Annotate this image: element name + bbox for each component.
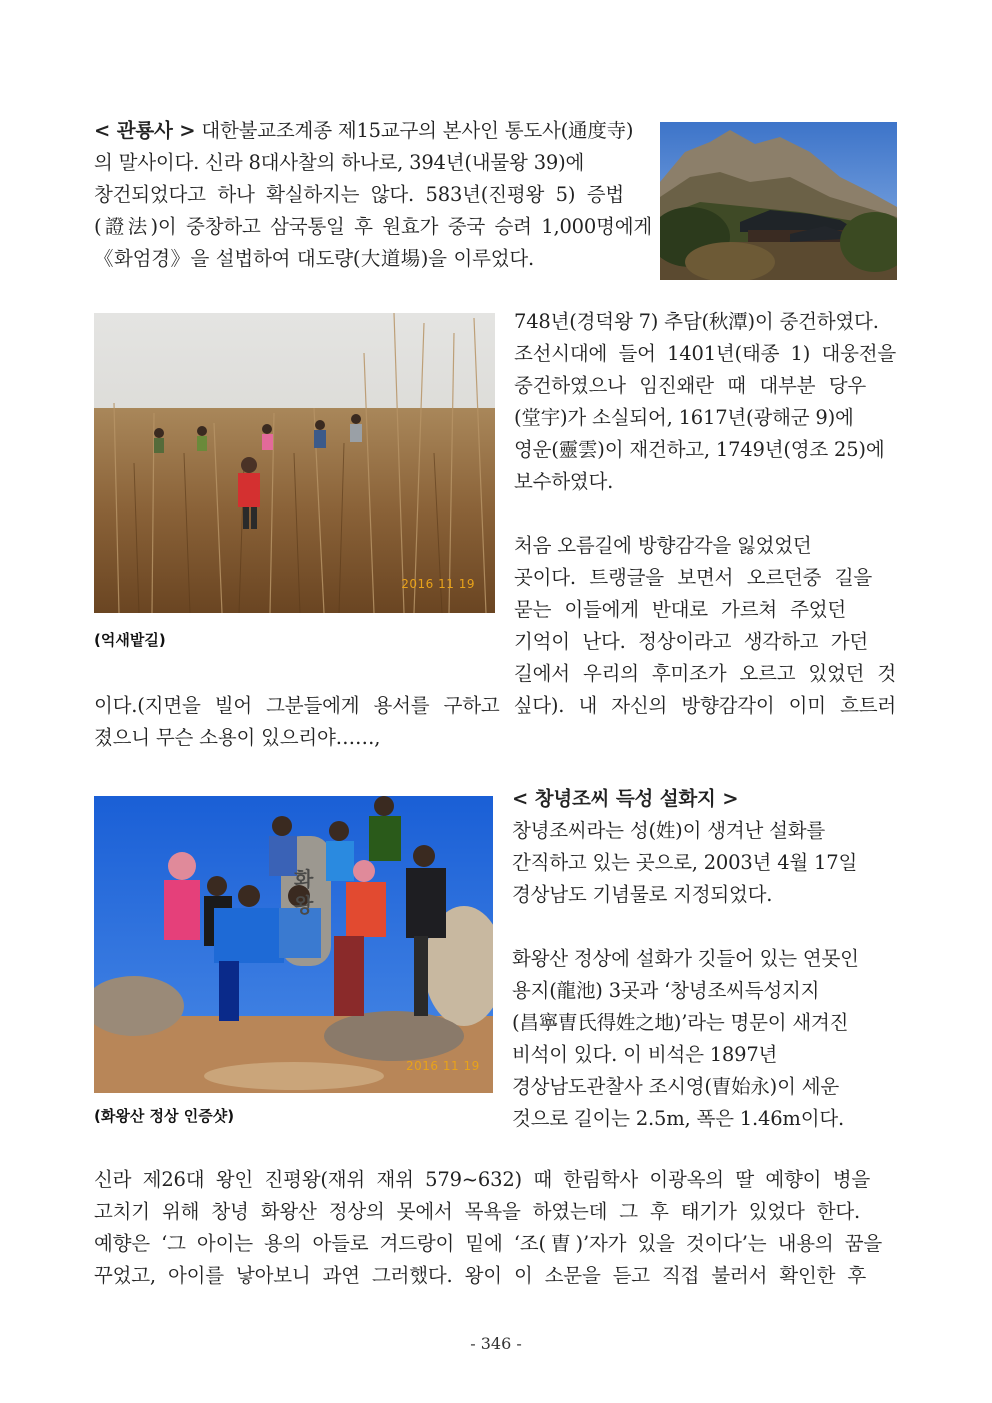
section3-para2-line: 용지(龍池) 3곳과 ‘창녕조씨득성지지 — [512, 979, 820, 1002]
section1-line: (證法)이 중창하고 삼국통일 후 원효가 중국 승려 1,000명에게 — [94, 215, 652, 238]
summit-group-photo — [94, 796, 493, 1093]
summit-photo-caption: (화왕산 정상 인증샷) — [94, 1107, 235, 1125]
section2-line: 조선시대에 들어 1401년(태종 1) 대웅전을 — [514, 342, 896, 365]
section2-line: 보수하였다. — [514, 470, 614, 493]
section3-heading: < 창녕조씨 득성 설화지 > — [512, 787, 739, 810]
section4-line: 신라 제26대 왕인 진평왕(재위 재위 579~632) 때 한림학사 이광옥의 딸 예향이 병을 — [94, 1168, 870, 1191]
section1-first-line — [94, 115, 660, 147]
section2-para2-line: 처음 오름길에 방향감각을 잃었었던 — [514, 534, 812, 557]
temple-photo — [660, 122, 897, 280]
section2-full-line: 졌으니 무슨 소용이 있으리야……, — [94, 726, 381, 749]
section2-para2-line: 길에서 우리의 후미조가 오르고 있었던 것 — [514, 662, 896, 685]
section3-line: 창녕조씨라는 성(姓)이 생겨난 설화를 — [512, 819, 826, 842]
section3-line: 경상남도 기념물로 지정되었다. — [512, 883, 773, 906]
photo-date-stamp: 2016 11 19 — [401, 577, 475, 591]
section3-line: 간직하고 있는 곳으로, 2003년 4월 17일 — [512, 851, 858, 874]
reed-field-photo — [94, 313, 495, 613]
section1-line: 창건되었다고 하나 확실하지는 않다. 583년(진평왕 5) 증법 — [94, 183, 624, 206]
section1-heading: < 관룡사 > — [94, 119, 196, 142]
reed-photo-caption: (억새밭길) — [94, 631, 166, 649]
section3-para2-line: 것으로 길이는 2.5m, 폭은 1.46m이다. — [512, 1107, 844, 1130]
section2-line: (堂宇)가 소실되어, 1617년(광해군 9)에 — [514, 406, 854, 429]
section4-line: 고치기 위해 창녕 화왕산 정상의 못에서 목욕을 하였는데 그 후 태기가 있었다 한다. — [94, 1200, 860, 1223]
section2-line: 영운(靈雲)이 재건하고, 1749년(영조 25)에 — [514, 438, 885, 461]
section4-line: 예향은 ‘그 아이는 용의 아들로 겨드랑이 밑에 ‘조(曺)’자가 있을 것이다’는 내용의 꿈을 — [94, 1232, 882, 1255]
section1-line: 의 말사이다. 신라 8대사찰의 하나로, 394년(내물왕 39)에 — [94, 151, 585, 174]
photo-date-stamp: 2016 11 19 — [406, 1059, 480, 1073]
section1-line: 《화엄경》을 설법하여 대도량(大道場)을 이루었다. — [94, 247, 534, 270]
section2-line: 748년(경덕왕 7) 추담(秋潭)이 중건하였다. — [514, 310, 879, 333]
section2-full-line: 이다.(지면을 빌어 그분들에게 용서를 구하고 싶다). 내 자신의 방향감각이 이미 흐트러 — [94, 694, 896, 717]
section3-para2-line: 비석이 있다. 이 비석은 1897년 — [512, 1043, 778, 1066]
summit-stone-inscription: 화왕 — [294, 867, 314, 917]
section2-para2-line: 곳이다. 트랭글을 보면서 오르던중 길을 — [514, 566, 872, 589]
section3-para2-line: 경상남도관찰사 조시영(曺始永)이 세운 — [512, 1075, 839, 1098]
section3-para2-line: (昌寧曺氏得姓之地)’라는 명문이 새겨진 — [512, 1011, 849, 1034]
section4-line: 꾸었고, 아이를 낳아보니 과연 그러했다. 왕이 이 소문을 듣고 직접 불러서 확인한 후 — [94, 1264, 866, 1287]
section2-para2-line: 묻는 이들에게 반대로 가르쳐 주었던 — [514, 598, 846, 621]
section1-line1: 대한불교조계종 제15교구의 본사인 통도사(通度寺) — [201, 119, 634, 142]
section2-para2-line: 기억이 난다. 정상이라고 생각하고 가던 — [514, 630, 868, 653]
section2-line: 중건하였으나 임진왜란 때 대부분 당우 — [514, 374, 866, 397]
page-number: - 346 - — [470, 1334, 522, 1353]
section3-para2-line: 화왕산 정상에 설화가 깃들어 있는 연못인 — [512, 947, 859, 970]
